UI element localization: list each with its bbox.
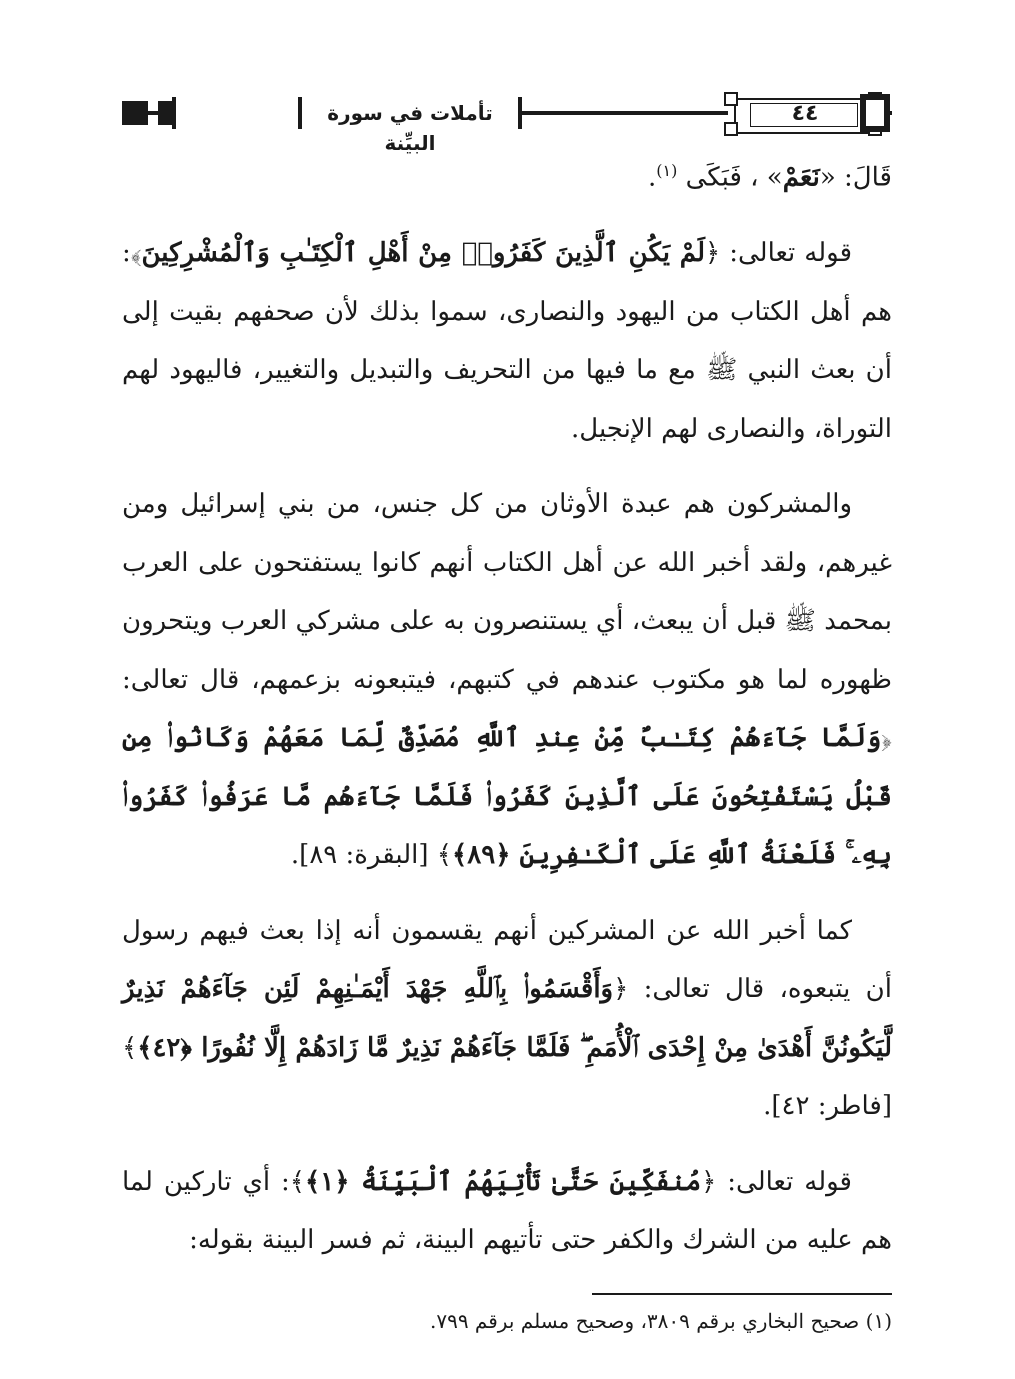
page-header (122, 92, 892, 155)
quran-verse: وَأَقْسَمُوا۟ بِٱللَّهِ جَهْدَ أَيْمَـٰنِهِمْ لَئِن جَآءَهُمْ نَذِيرٌ لَّيَكُونُنَّ أَهْدَىٰ مِنْ إِحْدَى ٱلْأُمَمِ ۖ فَلَمَّا جَآءَهُمْ نَذِيرٌ مَّا زَادَهُمْ إِلَّا نُفُورًا ﴿٤٢﴾ (122, 974, 892, 1063)
paragraph-text: قوله تعالى: ﴿ (705, 238, 852, 269)
footnote-marker: (١) (656, 161, 678, 180)
paragraph-text: ﴾ [البقرة: ٨٩]. (290, 840, 453, 871)
page-number: ٤٤ (791, 101, 819, 126)
paragraph-text: والمشركون هم عبدة الأوثان من كل جنس، من بني إسرائيل ومن غيرهم، ولقد أخبر الله عن أهل الكتاب أنهم كانوا يستفتحون على العرب بمحمد ﷺ قبل أن يبعث، أي يستنصرون به على مشركي العرب ويتحرون ظهوره لما هو مكتوب عندهم في كتبهم، فيتبعونه بزعمهم، قال تعالى: ﴿ (122, 489, 893, 754)
header-left-bar (172, 97, 176, 129)
header-middle-line (522, 111, 728, 115)
paragraph (122, 224, 892, 458)
paragraph (122, 142, 892, 207)
quran-verse: لَمْ يَكُنِ ٱلَّذِينَ كَفَرُوا۟ مِنْ أَهْلِ ٱلْكِتَـٰبِ وَٱلْمُشْرِكِينَ (141, 238, 706, 269)
header-left-block-2 (158, 101, 172, 125)
paragraph-text: ﴾: أي تاركين لما هم عليه من الشرك والكفر حتى تأتيهم البينة، ثم فسر البينة بقوله: (122, 1166, 892, 1256)
quran-verse: مُنفَكِّينَ حَتَّىٰ تَأْتِيَهُمُ ٱلْبَيِّنَةُ ﴿١﴾ (305, 1166, 702, 1197)
paragraph-text: . (647, 162, 657, 193)
paragraph-text: قَالَ: « (819, 162, 892, 193)
paragraph (122, 902, 892, 1136)
footnote: (١) صحيح البخاري برقم ٣٨٠٩، وصحيح مسلم برقم ٧٩٩. (429, 1309, 892, 1333)
header-title-bar-left (298, 97, 302, 129)
header-end-square (860, 94, 890, 132)
page-body (122, 142, 892, 1270)
quran-verse: وَلَمَّا جَآءَهُمْ كِتَـٰبٌ مِّنْ عِندِ ٱللَّهِ مُصَدِّقٌ لِّمَا مَعَهُمْ وَكَانُوا۟ مِن قَبْلُ يَسْتَفْتِحُونَ عَلَى ٱلَّذِينَ كَفَرُوا۟ فَلَمَّا جَآءَهُم مَّا عَرَفُوا۟ كَفَرُوا۟ بِهِۦ ۚ فَلَعْنَةُ ٱللَّهِ عَلَى ٱلْكَـٰفِرِينَ ﴿٨٩﴾ (122, 723, 892, 871)
paragraph-text: قوله تعالى: ﴿ (701, 1166, 852, 1197)
book-title: تأملات في سورة البيِّنة (327, 101, 493, 155)
hadith-quote: نَعَمْ (782, 162, 820, 193)
paragraph-text: كما أخبر الله عن المشركين أنهم يقسمون أنه إذا بعث فيهم رسول أن يتبعوه، قال تعالى: ﴿ (122, 915, 892, 1005)
paragraph-text: ﴾: هم أهل الكتاب من اليهود والنصارى، سموا بذلك لأن صحفهم بقيت إلى أن بعث النبي ﷺ مع ما فيها من التحريف والتبديل والتغيير، فاليهود لهم التوراة، والنصارى لهم الإنجيل. (122, 238, 892, 444)
paragraph-text: » ، فَبَكَى (677, 162, 783, 193)
paragraph (122, 1153, 892, 1270)
paragraph (122, 475, 892, 885)
header-left-block (122, 101, 148, 125)
footnote-divider (592, 1293, 892, 1295)
paragraph-text: ﴾ [فاطر: ٤٢]. (122, 1032, 892, 1122)
